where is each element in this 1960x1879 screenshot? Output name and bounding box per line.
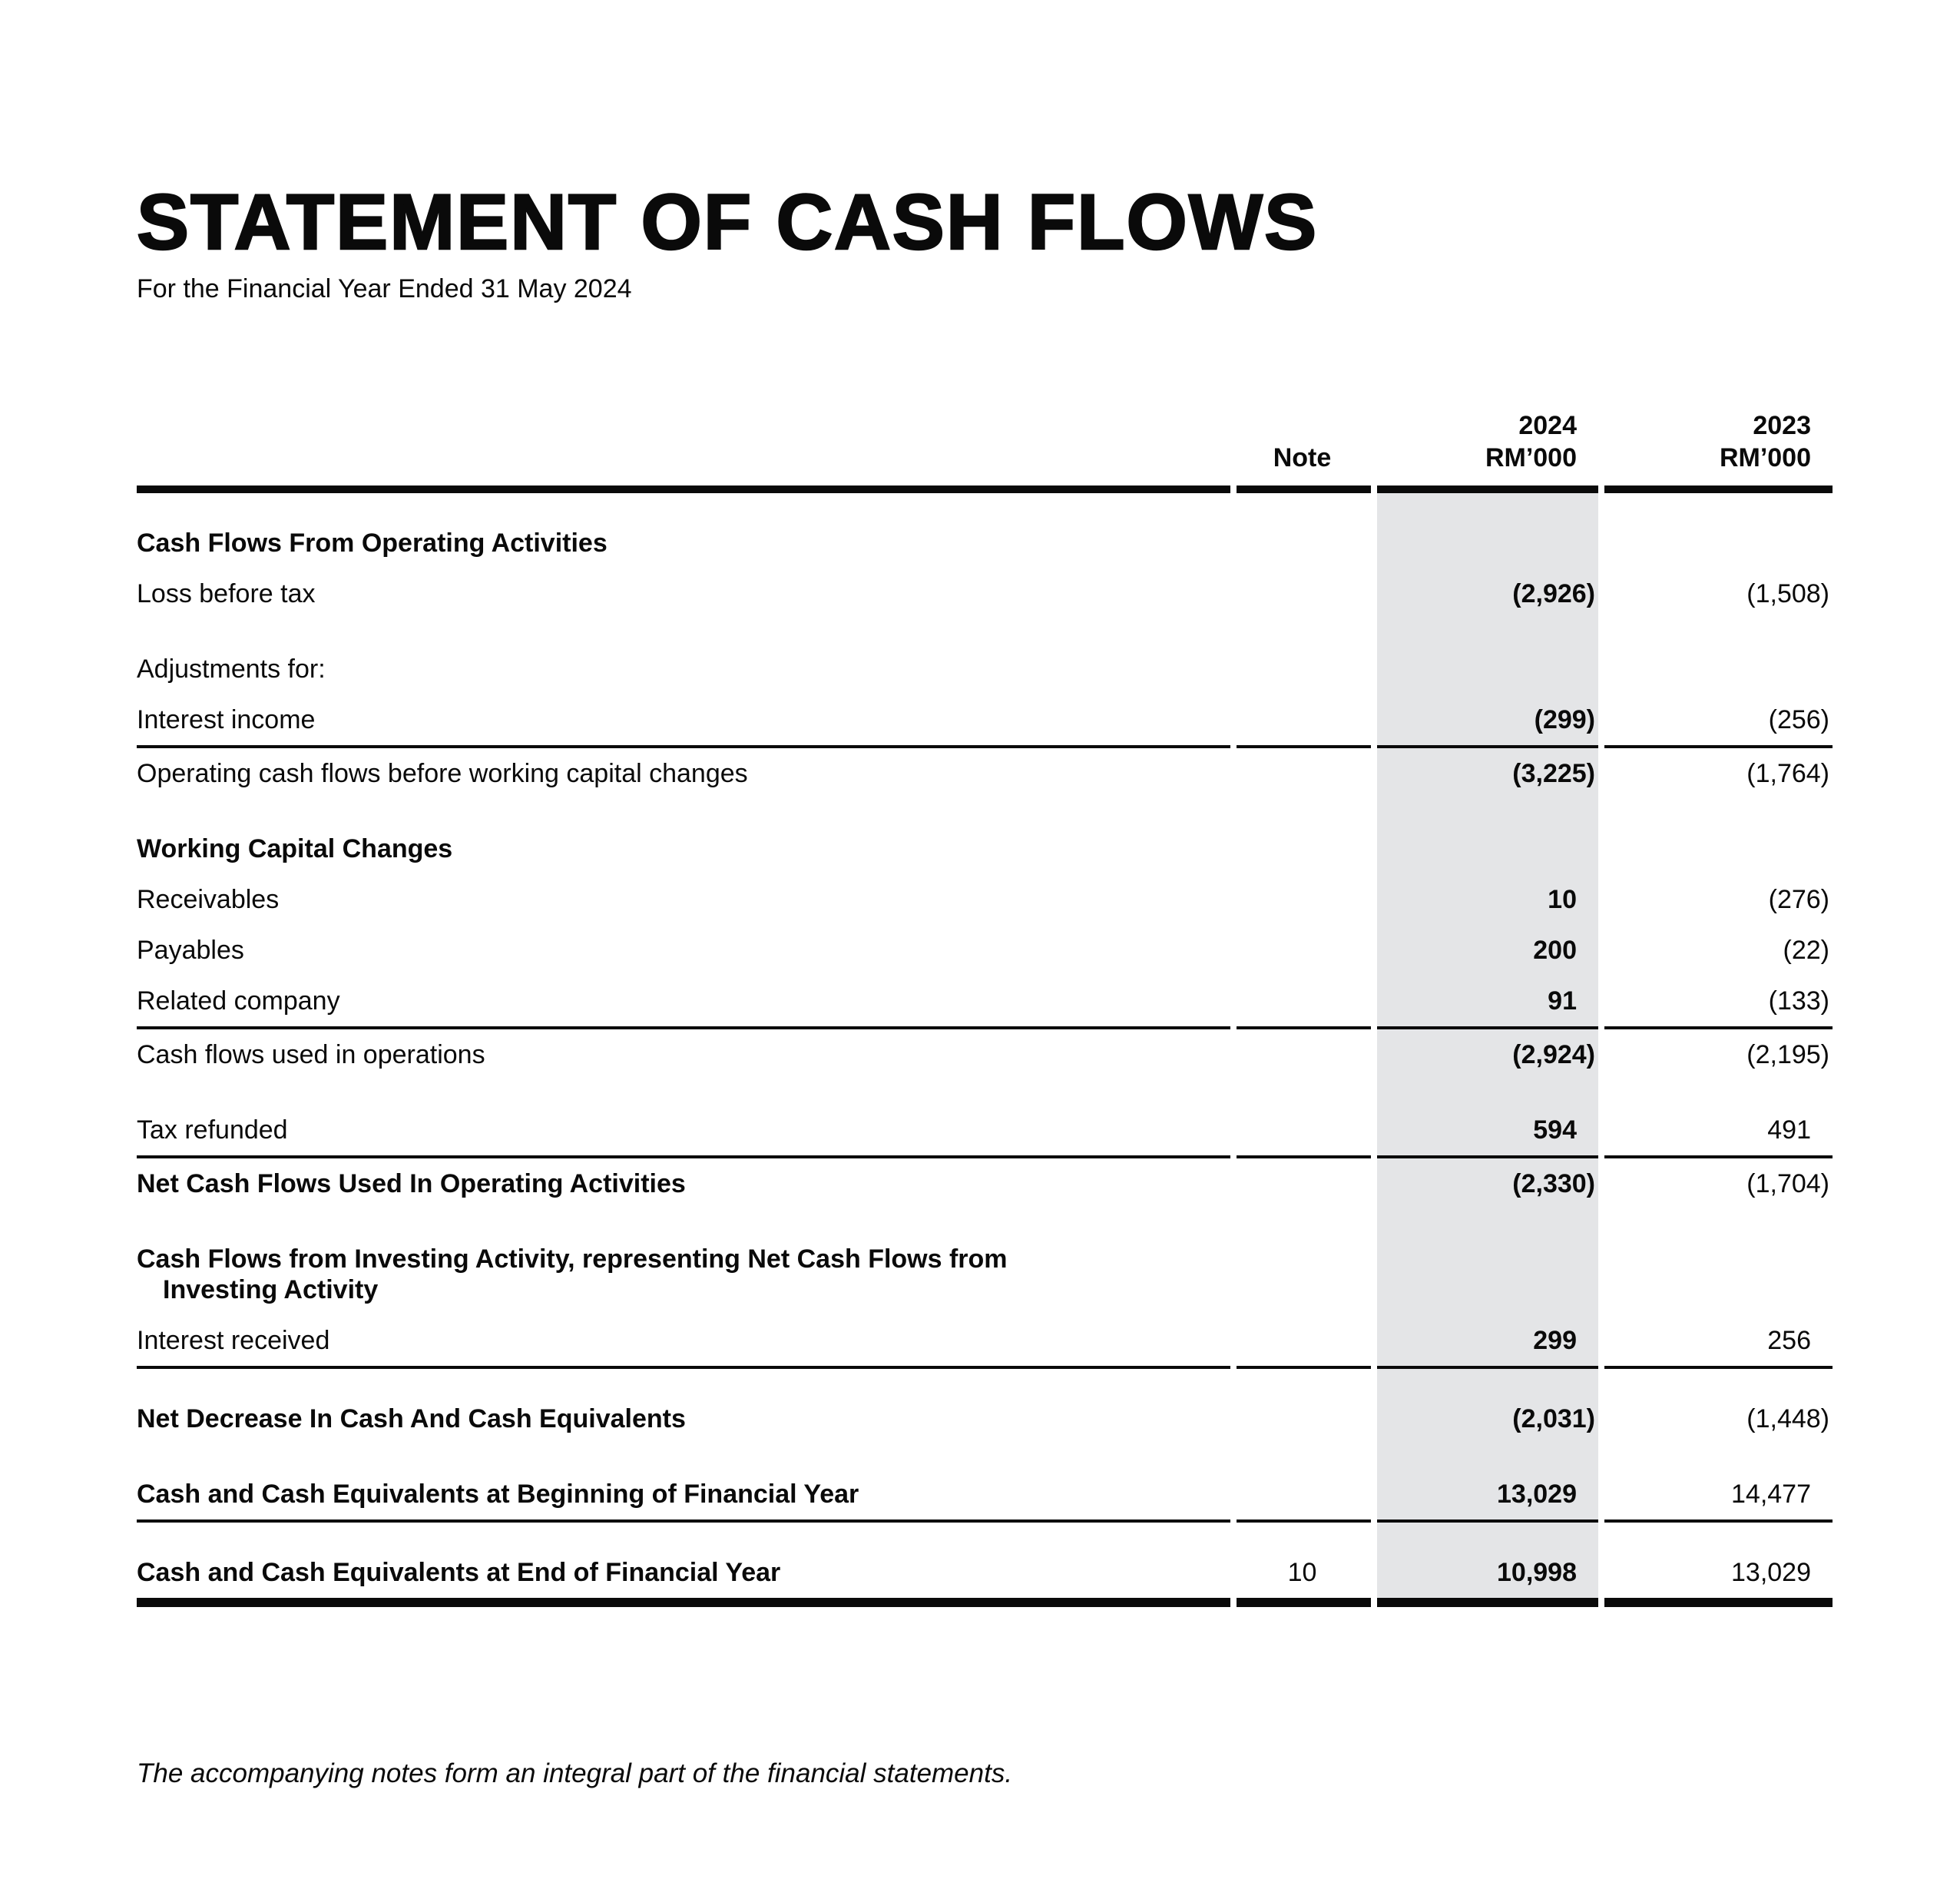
row-note [1237,1523,1371,1547]
table-row [137,1469,1833,1523]
row-label [137,799,1230,824]
row-note [1237,1315,1371,1369]
row-value-2023 [1604,799,1833,824]
row-value-2023: (1,448) [1746,1404,1829,1433]
row-value-2024: 13,029 [1377,1469,1598,1523]
spacer-row [137,1080,1833,1105]
row-note [1237,518,1371,568]
row-note [1237,1234,1371,1315]
row-note [1237,1158,1371,1209]
cashflow-table [131,410,1839,1607]
row-value-2024 [1377,1234,1598,1315]
row-value-2024: (2,924) [1377,1029,1598,1080]
row-label: Cash Flows from Investing Activity, representing Net Cash Flows from Investing Activity [137,1244,1008,1304]
page-title: STATEMENT OF CASH FLOWS [137,178,1319,266]
row-value-2023 [1604,1369,1833,1394]
table-row [137,925,1833,976]
table-row [137,1234,1833,1315]
row-label [137,1444,1230,1469]
spacer-row [137,1444,1833,1469]
row-value-2023 [1604,644,1833,694]
row-value-2023 [1604,619,1833,644]
table-header [137,410,1833,493]
header-spacer-cell [137,442,1230,493]
table-header-years-row [137,410,1833,442]
row-value-2024 [1377,493,1598,518]
row-label: Net Cash Flows Used In Operating Activities [137,1169,686,1198]
row-label [137,1523,1230,1547]
header-spacer-cell [1237,410,1371,442]
table-row [137,1547,1833,1607]
row-value-2024 [1377,1523,1598,1547]
row-label [137,493,1230,518]
table-row [137,1105,1833,1158]
table-row [137,1315,1833,1369]
row-value-2024 [1377,518,1598,568]
row-value-2024 [1377,1080,1598,1105]
row-value-2024: (2,926) [1377,568,1598,619]
header-spacer-cell [137,410,1230,442]
table-row [137,694,1833,748]
row-value-2023: (256) [1604,694,1833,748]
row-label [137,1369,1230,1394]
row-note [1237,824,1371,874]
row-value-2023 [1604,1234,1833,1315]
row-value-2024: (2,330) [1377,1158,1598,1209]
row-note [1237,1469,1371,1523]
row-note [1237,925,1371,976]
row-note [1237,568,1371,619]
spacer-row [137,799,1833,824]
row-label: Working Capital Changes [137,834,453,863]
spacer-row [137,493,1833,518]
row-value-2024 [1377,1209,1598,1234]
footnote: The accompanying notes form an integral part of the financial statements. [137,1758,1013,1788]
table-row [137,518,1833,568]
table-row [137,1158,1833,1209]
row-label: Related company [137,976,1230,1029]
column-header-note: Note [1237,442,1371,493]
row-label-second-line: Investing Activity [163,1275,379,1304]
row-note [1237,976,1371,1029]
row-value-2023 [1604,1080,1833,1105]
spacer-row [137,1523,1833,1547]
row-label: Adjustments for: [137,655,326,684]
row-value-2024: 91 [1377,976,1598,1029]
column-header-unit-2023: RM’000 [1604,442,1833,493]
table-row [137,1394,1833,1444]
row-value-2023: (2,195) [1746,1040,1829,1069]
row-label: Cash and Cash Equivalents at End of Financial Year [137,1547,1230,1607]
row-value-2023 [1604,493,1833,518]
row-note [1237,1029,1371,1080]
row-label: Operating cash flows before working capital changes [137,759,748,788]
table-row [137,874,1833,925]
spacer-row [137,1369,1833,1394]
row-value-2023 [1604,1444,1833,1469]
row-note [1237,493,1371,518]
row-value-2023 [1604,1523,1833,1547]
row-value-2023: (133) [1604,976,1833,1029]
row-label: Tax refunded [137,1105,1230,1158]
row-value-2024: (299) [1377,694,1598,748]
row-value-2024: (3,225) [1377,748,1598,799]
page-subtitle: For the Financial Year Ended 31 May 2024 [137,274,632,303]
row-label: Cash flows used in operations [137,1040,485,1069]
row-value-2024 [1377,799,1598,824]
spacer-row [137,619,1833,644]
row-note [1237,694,1371,748]
row-note [1237,1394,1371,1444]
row-value-2023: (1,764) [1746,759,1829,788]
row-note [1237,1080,1371,1105]
row-value-2023: 14,477 [1604,1469,1833,1523]
row-note [1237,874,1371,925]
row-value-2024: 594 [1377,1105,1598,1158]
row-value-2023: (1,704) [1746,1169,1829,1198]
cashflow-table-body [137,493,1833,1607]
row-label [137,1080,1230,1105]
row-note [1237,799,1371,824]
row-label: Receivables [137,885,280,914]
row-note: 10 [1237,1547,1371,1607]
table-header-units-row [137,442,1833,493]
row-label: Net Decrease In Cash And Cash Equivalents [137,1404,686,1433]
row-value-2024: 10,998 [1377,1547,1598,1607]
row-label: Cash Flows From Operating Activities [137,529,608,558]
row-note [1237,1209,1371,1234]
table-row [137,824,1833,874]
row-value-2023: (22) [1783,936,1829,965]
row-value-2023: 256 [1604,1315,1833,1369]
row-label: Cash and Cash Equivalents at Beginning of Financial Year [137,1469,1230,1523]
row-note [1237,644,1371,694]
column-header-2023: 2023 [1753,411,1811,440]
row-value-2024 [1377,644,1598,694]
spacer-row [137,1209,1833,1234]
row-value-2023: 13,029 [1604,1547,1833,1607]
row-label: Payables [137,936,244,965]
table-row [137,568,1833,619]
row-value-2024 [1377,824,1598,874]
row-label: Loss before tax [137,579,316,608]
row-note [1237,1444,1371,1469]
table-row [137,748,1833,799]
row-label [137,619,1230,644]
row-value-2024: 299 [1377,1315,1598,1369]
row-label: Interest income [137,694,1230,748]
row-note [1237,619,1371,644]
table-row [137,976,1833,1029]
row-label: Interest received [137,1315,1230,1369]
row-note [1237,1105,1371,1158]
table-row [137,1029,1833,1080]
row-label [137,1209,1230,1234]
row-note [1237,748,1371,799]
row-value-2024 [1377,1369,1598,1394]
row-value-2023: (1,508) [1746,579,1829,608]
row-value-2023: 491 [1604,1105,1833,1158]
row-value-2023 [1604,518,1833,568]
row-value-2024 [1377,1444,1598,1469]
table-row [137,644,1833,694]
column-header-2024: 2024 [1518,411,1577,440]
row-value-2024: (2,031) [1377,1394,1598,1444]
row-value-2024: 10 [1377,874,1598,925]
row-value-2024: 200 [1377,925,1598,976]
row-note [1237,1369,1371,1394]
column-header-unit-2024: RM’000 [1377,442,1598,493]
row-value-2024 [1377,619,1598,644]
row-value-2023: (276) [1768,885,1829,914]
row-value-2023 [1604,1209,1833,1234]
row-value-2023 [1604,824,1833,874]
